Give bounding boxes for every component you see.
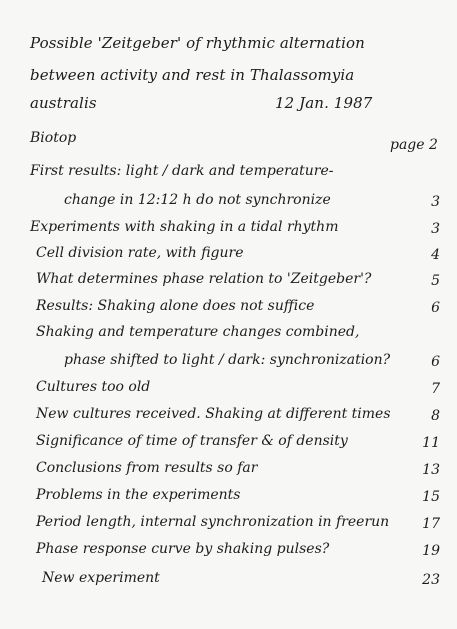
toc-entry-text: phase shifted to light / dark: synchronization? — [64, 352, 391, 368]
toc-heading: Biotop — [30, 130, 77, 146]
toc-entry-text: What determines phase relation to 'Zeitgeber'? — [36, 271, 372, 287]
title-line-1: Possible 'Zeitgeber' of rhythmic alternation — [30, 34, 365, 52]
toc-entry-page: 23 — [422, 572, 440, 588]
toc-entry-text: Problems in the experiments — [36, 487, 241, 503]
toc-entry-text: Results: Shaking alone does not suffice — [36, 298, 315, 314]
toc-entry-text: First results: light / dark and temperature- — [30, 163, 334, 179]
toc-entry-page: 3 — [431, 221, 440, 237]
toc-entry-text: Phase response curve by shaking pulses? — [36, 541, 330, 557]
toc-entry-page: 7 — [431, 381, 440, 397]
toc-entry-page: 11 — [422, 435, 440, 451]
toc-entry-text: Cultures too old — [36, 379, 151, 395]
toc-entry-text: Significance of time of transfer & of density — [36, 433, 348, 449]
toc-entry-page: 13 — [422, 462, 440, 478]
toc-entry-page: 19 — [422, 543, 440, 559]
toc-entry-page: 4 — [431, 247, 440, 263]
toc-entry-text: change in 12:12 h do not synchronize — [64, 192, 331, 208]
toc-entry-page: 6 — [431, 300, 440, 316]
toc-entry-page: 8 — [431, 408, 440, 424]
toc-entry-text: Period length, internal synchronization in freerun — [36, 514, 390, 530]
toc-entry-text: New experiment — [42, 570, 160, 586]
toc-entry-page: 3 — [431, 194, 440, 210]
toc-entry-text: Cell division rate, with figure — [36, 245, 244, 261]
toc-entry-text: Conclusions from results so far — [36, 460, 258, 476]
page-label: page 2 — [390, 137, 438, 153]
toc-entry-page: 6 — [431, 354, 440, 370]
toc-entry-page: 17 — [422, 516, 440, 532]
title-line-2: between activity and rest in Thalassomyia — [30, 66, 355, 84]
toc-entry-page: 15 — [422, 489, 440, 505]
title-line-3: australis — [30, 94, 97, 112]
toc-entry-text: Experiments with shaking in a tidal rhythm — [30, 219, 339, 235]
toc-entry-page: 5 — [431, 273, 440, 289]
date: 12 Jan. 1987 — [275, 94, 373, 112]
toc-entry-text: Shaking and temperature changes combined, — [36, 324, 360, 340]
toc-entry-text: New cultures received. Shaking at different times — [36, 406, 391, 422]
